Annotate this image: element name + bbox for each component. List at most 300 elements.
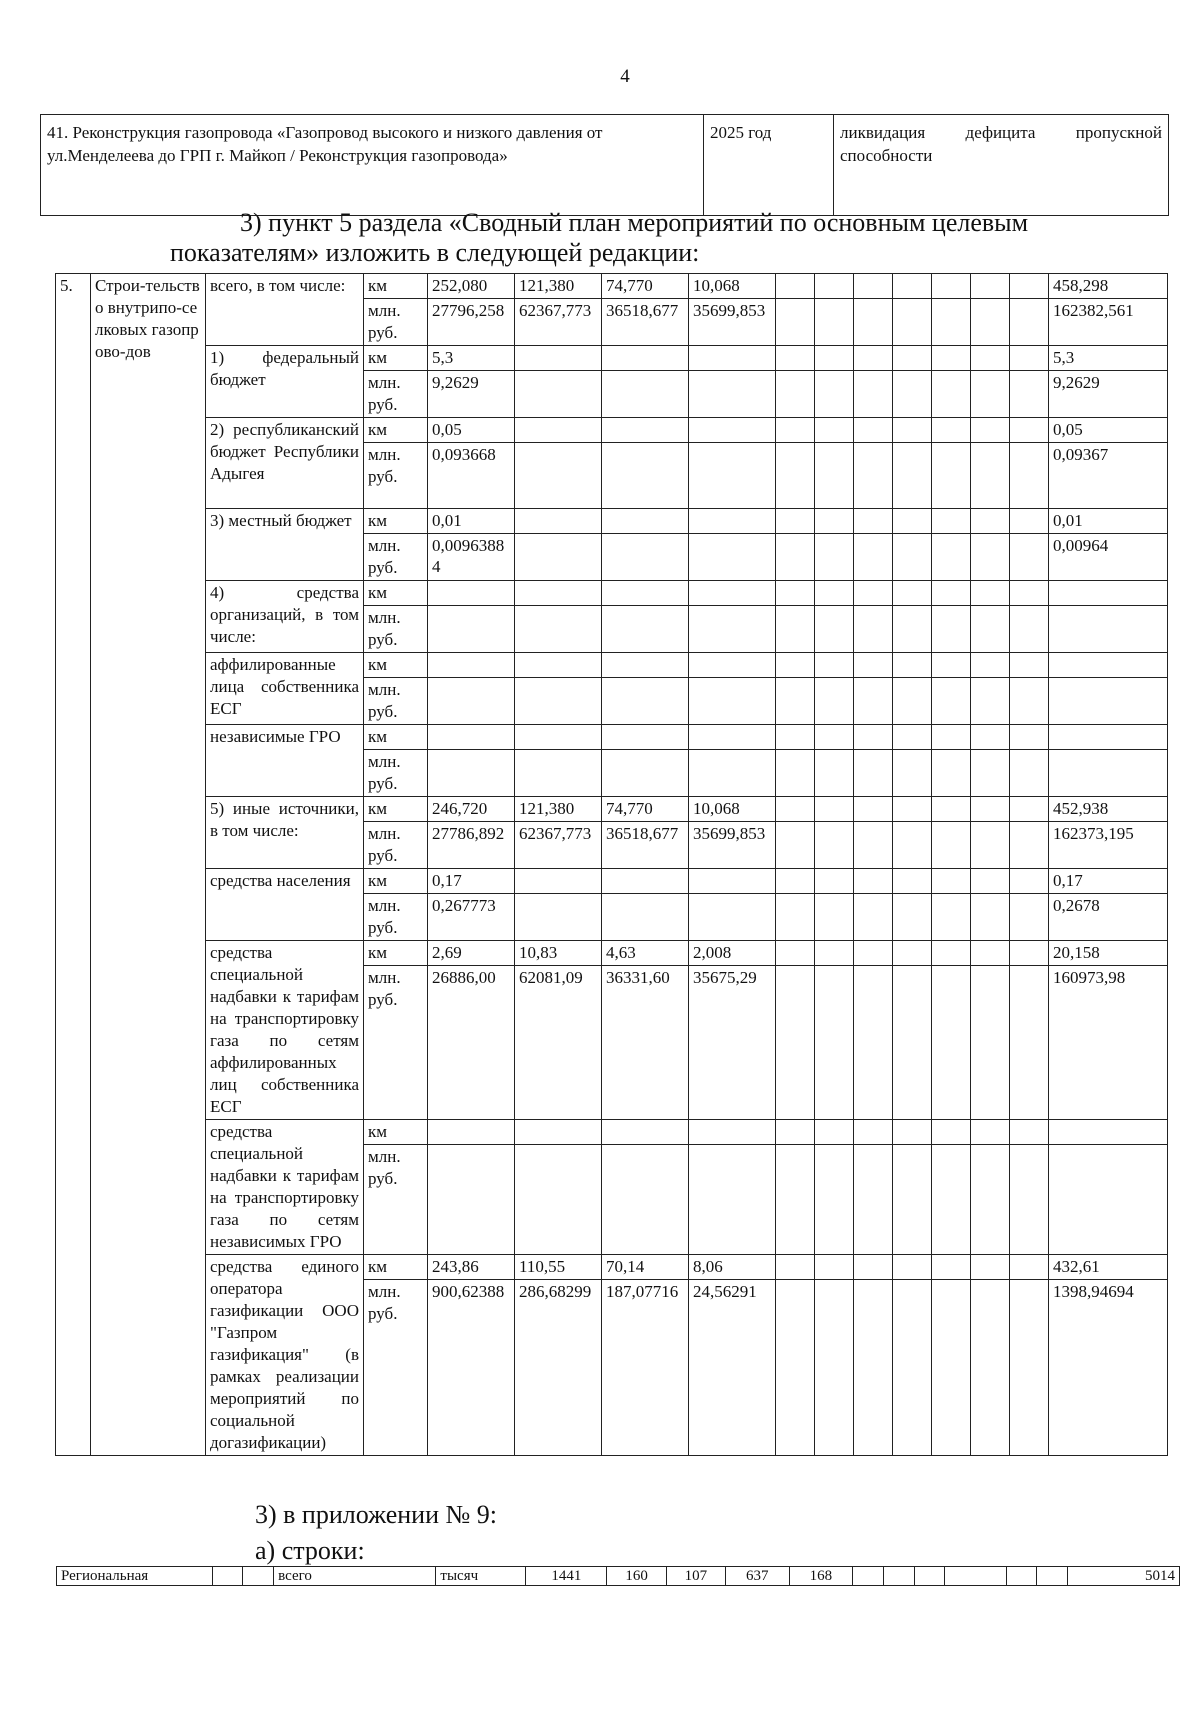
empty-cell xyxy=(893,797,932,822)
source-name: 4) средства организаций, в том числе: xyxy=(206,581,364,653)
item41-year: 2025 год xyxy=(704,115,834,216)
empty-cell xyxy=(1010,581,1049,606)
value-rub-3: 187,07716 xyxy=(602,1280,689,1456)
value-rub-1: 27796,258 xyxy=(428,299,515,346)
unit-km: км xyxy=(364,797,428,822)
empty-cell xyxy=(815,606,854,653)
value-rub-1 xyxy=(428,1145,515,1255)
value-km-2 xyxy=(515,346,602,371)
empty-cell xyxy=(932,509,971,534)
value-km-1: 0,05 xyxy=(428,418,515,443)
empty-cell xyxy=(776,1255,815,1280)
unit-rub: млн. руб. xyxy=(364,678,428,725)
unit-rub: млн. руб. xyxy=(364,534,428,581)
unit-rub: млн. руб. xyxy=(364,1280,428,1456)
empty-cell xyxy=(893,606,932,653)
value-km-4 xyxy=(689,581,776,606)
empty-cell xyxy=(854,966,893,1120)
unit-rub: млн. руб. xyxy=(364,966,428,1120)
empty-cell xyxy=(1010,966,1049,1120)
empty-cell xyxy=(1010,894,1049,941)
empty-cell xyxy=(893,822,932,869)
item41-goal: ликвидация дефицита пропускной способности xyxy=(834,115,1169,216)
empty-cell xyxy=(854,299,893,346)
plan-row-km xyxy=(56,941,1168,966)
value-km-1: 5,3 xyxy=(428,346,515,371)
value-rub-1: 0,093668 xyxy=(428,443,515,509)
empty-cell xyxy=(971,418,1010,443)
unit-rub: млн. руб. xyxy=(364,894,428,941)
empty-cell xyxy=(776,653,815,678)
empty-cell xyxy=(932,1120,971,1145)
empty-cell xyxy=(971,274,1010,299)
empty-cell xyxy=(854,443,893,509)
value-rub-4 xyxy=(689,750,776,797)
value-km-3 xyxy=(602,1120,689,1145)
empty-cell xyxy=(854,678,893,725)
empty-cell xyxy=(854,653,893,678)
empty-cell xyxy=(932,1145,971,1255)
empty-cell xyxy=(776,274,815,299)
empty-cell xyxy=(971,869,1010,894)
empty-cell xyxy=(1010,653,1049,678)
empty-cell xyxy=(1010,1145,1049,1255)
empty-cell xyxy=(971,725,1010,750)
value-km-2: 10,83 xyxy=(515,941,602,966)
value-km-2: 121,380 xyxy=(515,797,602,822)
empty-cell xyxy=(893,653,932,678)
value-km-2: 121,380 xyxy=(515,274,602,299)
empty-cell xyxy=(1010,869,1049,894)
value-rub-4 xyxy=(689,443,776,509)
empty-cell xyxy=(971,1280,1010,1456)
source-name: средства населения xyxy=(206,869,364,941)
empty-cell xyxy=(971,894,1010,941)
row-value-1: 1441 xyxy=(526,1567,607,1586)
empty-cell xyxy=(1010,443,1049,509)
empty-cell xyxy=(893,534,932,581)
unit-rub: млн. руб. xyxy=(364,606,428,653)
value-km-3 xyxy=(602,509,689,534)
empty-cell xyxy=(971,797,1010,822)
empty-cell xyxy=(776,725,815,750)
empty-cell xyxy=(854,822,893,869)
value-km-3 xyxy=(602,653,689,678)
empty-cell xyxy=(1010,941,1049,966)
total-rub xyxy=(1049,678,1168,725)
subheading-rows: а) строки: xyxy=(255,1536,365,1565)
empty-cell xyxy=(776,822,815,869)
empty-cell xyxy=(815,371,854,418)
source-name: независимые ГРО xyxy=(206,725,364,797)
heading-line1: 3) пункт 5 раздела «Сводный план мероприятий по основным целевым xyxy=(240,208,1029,237)
unit-km: км xyxy=(364,418,428,443)
empty-cell xyxy=(854,797,893,822)
plan-row-km xyxy=(56,346,1168,371)
value-km-3: 4,63 xyxy=(602,941,689,966)
empty-cell xyxy=(932,966,971,1120)
empty-cell xyxy=(1010,299,1049,346)
empty-cell xyxy=(893,678,932,725)
total-rub: 162373,195 xyxy=(1049,822,1168,869)
value-km-2 xyxy=(515,725,602,750)
total-km: 0,17 xyxy=(1049,869,1168,894)
empty-cell xyxy=(776,534,815,581)
empty-cell xyxy=(893,509,932,534)
row-kind: всего xyxy=(274,1567,436,1586)
total-km xyxy=(1049,653,1168,678)
empty-cell xyxy=(854,606,893,653)
value-rub-1: 0,267773 xyxy=(428,894,515,941)
unit-km: км xyxy=(364,509,428,534)
empty-cell xyxy=(1010,725,1049,750)
value-km-2 xyxy=(515,1120,602,1145)
empty-cell xyxy=(854,371,893,418)
total-km: 432,61 xyxy=(1049,1255,1168,1280)
total-rub: 0,09367 xyxy=(1049,443,1168,509)
value-rub-4: 35675,29 xyxy=(689,966,776,1120)
value-km-4 xyxy=(689,346,776,371)
value-km-2 xyxy=(515,869,602,894)
empty-cell xyxy=(971,966,1010,1120)
plan-row-km xyxy=(56,1255,1168,1280)
row-value-3: 107 xyxy=(666,1567,725,1586)
empty-cell xyxy=(815,346,854,371)
value-km-1: 243,86 xyxy=(428,1255,515,1280)
unit-km: км xyxy=(364,869,428,894)
empty-cell xyxy=(815,509,854,534)
unit-km: км xyxy=(364,941,428,966)
empty-cell xyxy=(854,869,893,894)
empty-cell xyxy=(893,869,932,894)
value-rub-2 xyxy=(515,371,602,418)
value-rub-3 xyxy=(602,894,689,941)
empty-cell xyxy=(893,1280,932,1456)
unit-km: км xyxy=(364,1120,428,1145)
value-rub-4 xyxy=(689,606,776,653)
value-rub-1: 900,62388 xyxy=(428,1280,515,1456)
value-km-3: 74,770 xyxy=(602,274,689,299)
empty-cell xyxy=(932,299,971,346)
value-rub-2 xyxy=(515,534,602,581)
empty-cell xyxy=(971,1120,1010,1145)
empty-cell xyxy=(971,371,1010,418)
empty-cell xyxy=(815,678,854,725)
section-heading xyxy=(60,208,1160,268)
appendix-row-table xyxy=(56,1566,1180,1586)
heading-line2: показателям» изложить в следующей редакции: xyxy=(170,238,700,267)
empty-cell xyxy=(1010,274,1049,299)
empty-cell xyxy=(776,966,815,1120)
plan-row-km xyxy=(56,581,1168,606)
empty-cell xyxy=(932,581,971,606)
value-rub-3: 36331,60 xyxy=(602,966,689,1120)
empty-cell xyxy=(776,1120,815,1145)
empty-cell xyxy=(854,941,893,966)
total-rub xyxy=(1049,750,1168,797)
empty-cell xyxy=(776,418,815,443)
plan-row-km xyxy=(56,274,1168,299)
value-rub-2 xyxy=(515,443,602,509)
empty-cell xyxy=(815,725,854,750)
empty-cell xyxy=(971,606,1010,653)
value-km-1 xyxy=(428,1120,515,1145)
value-rub-2 xyxy=(515,606,602,653)
empty-cell xyxy=(1010,509,1049,534)
value-rub-3 xyxy=(602,443,689,509)
row-value-5: 168 xyxy=(789,1567,853,1586)
value-km-4 xyxy=(689,725,776,750)
empty-cell xyxy=(1010,346,1049,371)
plan-number: 5. xyxy=(56,274,91,1456)
value-km-3: 70,14 xyxy=(602,1255,689,1280)
empty-cell xyxy=(776,371,815,418)
empty-cell xyxy=(932,750,971,797)
empty-cell xyxy=(815,941,854,966)
unit-km: км xyxy=(364,725,428,750)
unit-rub: млн. руб. xyxy=(364,443,428,509)
unit-rub: млн. руб. xyxy=(364,371,428,418)
value-km-2 xyxy=(515,581,602,606)
empty-cell xyxy=(932,371,971,418)
empty-cell xyxy=(776,894,815,941)
total-km xyxy=(1049,1120,1168,1145)
empty-cell xyxy=(776,581,815,606)
unit-rub: млн. руб. xyxy=(364,1145,428,1255)
empty-cell xyxy=(854,418,893,443)
value-rub-3 xyxy=(602,678,689,725)
total-rub xyxy=(1049,1145,1168,1255)
plan-table xyxy=(55,273,1168,1456)
row-total: 5014 xyxy=(1068,1567,1180,1586)
value-rub-1: 9,2629 xyxy=(428,371,515,418)
empty-cell xyxy=(815,1145,854,1255)
value-km-1: 252,080 xyxy=(428,274,515,299)
empty-cell xyxy=(893,581,932,606)
empty-cell xyxy=(893,894,932,941)
value-km-4 xyxy=(689,509,776,534)
unit-rub: млн. руб. xyxy=(364,750,428,797)
value-km-3 xyxy=(602,346,689,371)
unit-km: км xyxy=(364,653,428,678)
empty-cell xyxy=(854,509,893,534)
total-rub: 1398,94694 xyxy=(1049,1280,1168,1456)
page-number: 4 xyxy=(620,66,630,87)
empty-cell xyxy=(776,509,815,534)
item41-table xyxy=(40,114,1169,216)
empty-cell xyxy=(776,299,815,346)
value-rub-3: 36518,677 xyxy=(602,299,689,346)
value-rub-4: 24,56291 xyxy=(689,1280,776,1456)
value-km-4 xyxy=(689,418,776,443)
empty-cell xyxy=(932,418,971,443)
empty-cell xyxy=(932,941,971,966)
source-name: 3) местный бюджет xyxy=(206,509,364,581)
source-name: средства специальной надбавки к тарифам на транспортировку газа по сетям независимых ГРО xyxy=(206,1120,364,1255)
unit-rub: млн. руб. xyxy=(364,822,428,869)
source-name: средства единого оператора газификации ООО "Газпром газификация" (в рамках реализации мероприятий по социальной догазификации) xyxy=(206,1255,364,1456)
empty-cell xyxy=(776,941,815,966)
total-rub: 160973,98 xyxy=(1049,966,1168,1120)
value-rub-1 xyxy=(428,678,515,725)
empty-cell xyxy=(893,941,932,966)
empty-cell xyxy=(815,299,854,346)
value-km-1 xyxy=(428,581,515,606)
row-unit: тысяч xyxy=(436,1567,526,1586)
value-rub-3 xyxy=(602,606,689,653)
plan-row-km xyxy=(56,509,1168,534)
empty-cell xyxy=(932,443,971,509)
empty-cell xyxy=(815,822,854,869)
empty-cell xyxy=(854,725,893,750)
value-rub-4 xyxy=(689,678,776,725)
empty-cell xyxy=(776,678,815,725)
value-km-1: 246,720 xyxy=(428,797,515,822)
total-km xyxy=(1049,725,1168,750)
empty-cell xyxy=(854,1255,893,1280)
value-km-3 xyxy=(602,725,689,750)
empty-cell xyxy=(971,750,1010,797)
empty-cell xyxy=(893,750,932,797)
value-km-2 xyxy=(515,653,602,678)
empty-cell xyxy=(776,606,815,653)
empty-cell xyxy=(893,1145,932,1255)
empty-cell xyxy=(971,509,1010,534)
row-name: Региональная xyxy=(57,1567,213,1586)
value-km-4 xyxy=(689,869,776,894)
empty-cell xyxy=(776,1280,815,1456)
value-rub-4 xyxy=(689,1145,776,1255)
empty-cell xyxy=(893,299,932,346)
empty-cell xyxy=(971,653,1010,678)
empty-cell xyxy=(854,1280,893,1456)
value-rub-3 xyxy=(602,750,689,797)
empty-cell xyxy=(932,797,971,822)
empty-cell xyxy=(971,678,1010,725)
empty-cell xyxy=(932,678,971,725)
unit-km: км xyxy=(364,581,428,606)
empty-cell xyxy=(815,274,854,299)
empty-cell xyxy=(971,941,1010,966)
value-km-1: 2,69 xyxy=(428,941,515,966)
empty-cell xyxy=(1010,678,1049,725)
plan-row-km xyxy=(56,1120,1168,1145)
empty-cell xyxy=(932,894,971,941)
value-km-4 xyxy=(689,1120,776,1145)
empty-cell xyxy=(932,274,971,299)
value-rub-4 xyxy=(689,534,776,581)
unit-km: км xyxy=(364,274,428,299)
empty-cell xyxy=(776,443,815,509)
value-rub-2: 62367,773 xyxy=(515,299,602,346)
value-km-1 xyxy=(428,653,515,678)
value-km-4 xyxy=(689,653,776,678)
row-value-4: 637 xyxy=(725,1567,789,1586)
total-km: 458,298 xyxy=(1049,274,1168,299)
empty-cell xyxy=(893,274,932,299)
total-km: 0,05 xyxy=(1049,418,1168,443)
source-name: аффилированные лица собственника ЕСГ xyxy=(206,653,364,725)
empty-cell xyxy=(932,534,971,581)
value-rub-2 xyxy=(515,894,602,941)
item41-text: 41. Реконструкция газопровода «Газопровод высокого и низкого давления от ул.Менделеева до ГРП г. Майкоп / Реконструкция газопровода» xyxy=(41,115,704,216)
value-rub-2: 62367,773 xyxy=(515,822,602,869)
value-rub-1: 0,00963884 xyxy=(428,534,515,581)
empty-cell xyxy=(1010,534,1049,581)
empty-cell xyxy=(815,750,854,797)
source-name: средства специальной надбавки к тарифам на транспортировку газа по сетям аффилированных лиц собственника ЕСГ xyxy=(206,941,364,1120)
empty-cell xyxy=(815,534,854,581)
empty-cell xyxy=(854,581,893,606)
empty-cell xyxy=(932,822,971,869)
empty-cell xyxy=(893,346,932,371)
empty-cell xyxy=(971,534,1010,581)
value-km-4: 2,008 xyxy=(689,941,776,966)
value-rub-4: 35699,853 xyxy=(689,299,776,346)
source-name: 1) федеральный бюджет xyxy=(206,346,364,418)
empty-cell xyxy=(893,443,932,509)
plan-row-km xyxy=(56,418,1168,443)
empty-cell xyxy=(1010,1255,1049,1280)
empty-cell xyxy=(1010,418,1049,443)
value-rub-4 xyxy=(689,371,776,418)
value-km-3 xyxy=(602,581,689,606)
empty-cell xyxy=(932,725,971,750)
value-km-2 xyxy=(515,509,602,534)
value-km-1 xyxy=(428,725,515,750)
subheading-appendix: 3) в приложении № 9: xyxy=(255,1500,498,1529)
empty-cell xyxy=(932,346,971,371)
unit-rub: млн. руб. xyxy=(364,299,428,346)
empty-cell xyxy=(815,869,854,894)
empty-cell xyxy=(854,346,893,371)
empty-cell xyxy=(971,1255,1010,1280)
value-rub-2 xyxy=(515,1145,602,1255)
empty-cell xyxy=(1010,797,1049,822)
empty-cell xyxy=(932,869,971,894)
value-km-1: 0,17 xyxy=(428,869,515,894)
plan-row-km xyxy=(56,725,1168,750)
value-rub-2: 62081,09 xyxy=(515,966,602,1120)
empty-cell xyxy=(854,894,893,941)
source-name: 2) республиканский бюджет Республики Адыгея xyxy=(206,418,364,509)
total-km: 20,158 xyxy=(1049,941,1168,966)
value-rub-2 xyxy=(515,750,602,797)
value-rub-3 xyxy=(602,371,689,418)
source-name: 5) иные источники, в том числе: xyxy=(206,797,364,869)
empty-cell xyxy=(971,581,1010,606)
empty-cell xyxy=(776,797,815,822)
total-km: 452,938 xyxy=(1049,797,1168,822)
empty-cell xyxy=(854,274,893,299)
total-rub xyxy=(1049,606,1168,653)
empty-cell xyxy=(776,346,815,371)
empty-cell xyxy=(815,1120,854,1145)
empty-cell xyxy=(815,653,854,678)
plan-row-km xyxy=(56,869,1168,894)
value-km-2 xyxy=(515,418,602,443)
empty-cell xyxy=(932,1280,971,1456)
value-km-3: 74,770 xyxy=(602,797,689,822)
row-value-2: 160 xyxy=(607,1567,666,1586)
empty-cell xyxy=(854,750,893,797)
empty-cell xyxy=(893,966,932,1120)
empty-cell xyxy=(932,1255,971,1280)
empty-cell xyxy=(776,1145,815,1255)
empty-cell xyxy=(971,822,1010,869)
empty-cell xyxy=(815,1255,854,1280)
value-rub-1: 26886,00 xyxy=(428,966,515,1120)
